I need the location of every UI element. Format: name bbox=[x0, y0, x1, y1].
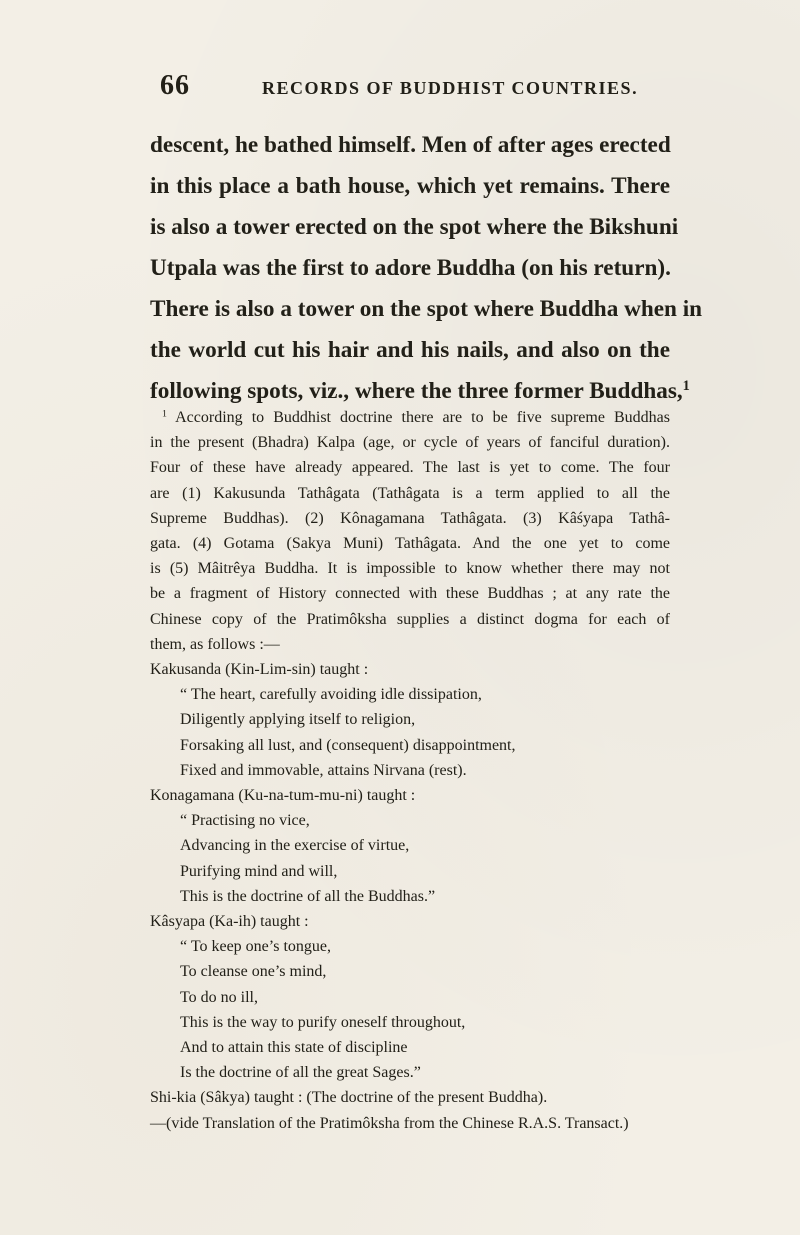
body-line: Utpala was the first to adore Buddha (on his return). bbox=[150, 255, 671, 281]
footnote-line: gata. (4) Gotama (Sakya Muni) Tathâgata. And the one yet to come bbox=[150, 535, 670, 553]
footnote-line-text: According to Buddhist doctrine there are to be five supreme Buddhas bbox=[175, 409, 670, 426]
body-line: in this place a bath house, which yet remains. There bbox=[150, 173, 670, 199]
footnote-line: Chinese copy of the Pratimôksha supplies a distinct dogma for each of bbox=[150, 610, 670, 628]
page-number: 66 bbox=[160, 70, 190, 101]
verse-line: This is the doctrine of all the Buddhas.” bbox=[180, 887, 436, 905]
verse-line: Fixed and immovable, attains Nirvana (rest). bbox=[180, 761, 467, 779]
verse-line: “ To keep one’s tongue, bbox=[180, 938, 331, 956]
verse-line: And to attain this state of discipline bbox=[180, 1039, 408, 1057]
footnote-line: Four of these have already appeared. The last is yet to come. The four bbox=[150, 459, 670, 477]
verse-line: Advancing in the exercise of virtue, bbox=[180, 837, 410, 855]
verse-line: Is the doctrine of all the great Sages.” bbox=[180, 1064, 421, 1082]
footnote-reference: 1 bbox=[682, 378, 690, 395]
verse-line: To do no ill, bbox=[180, 988, 258, 1006]
page-header bbox=[160, 70, 680, 110]
verse-line: “ The heart, carefully avoiding idle dissipation, bbox=[180, 686, 482, 704]
footnote-line: Kâsyapa (Ka-ih) taught : bbox=[150, 913, 309, 931]
footnote-line: is (5) Mâitrêya Buddha. It is impossible to know whether there may not bbox=[150, 560, 670, 578]
footnote-line: Kakusanda (Kin-Lim-sin) taught : bbox=[150, 661, 369, 679]
verse-line: Purifying mind and will, bbox=[180, 862, 338, 880]
body-line: is also a tower erected on the spot where the Bikshuni bbox=[150, 214, 679, 240]
body-line-text: following spots, viz., where the three former Buddhas, bbox=[150, 378, 683, 404]
body-line: descent, he bathed himself. Men of after ages erected bbox=[150, 132, 671, 158]
body-line: the world cut his hair and his nails, and also on the bbox=[150, 337, 670, 363]
footnote-line: be a fragment of History connected with these Buddhas ; at any rate the bbox=[150, 585, 670, 603]
verse-line: This is the way to purify oneself throughout, bbox=[180, 1013, 466, 1031]
footnote-marker: 1 bbox=[162, 408, 167, 420]
verse-line: Diligently applying itself to religion, bbox=[180, 711, 416, 729]
verse-line: “ Practising no vice, bbox=[180, 812, 310, 830]
footnote-line: Konagamana (Ku-na-tum-mu-ni) taught : bbox=[150, 787, 416, 805]
footnote-line: Supreme Buddhas). (2) Kônagamana Tathâgata. (3) Kâśyapa Tathâ- bbox=[150, 509, 670, 527]
footnote-line bbox=[150, 405, 670, 430]
footnote-line: Shi-kia (Sâkya) taught : (The doctrine of the present Buddha). bbox=[150, 1089, 548, 1107]
main-paragraph bbox=[150, 125, 703, 412]
running-head: RECORDS OF BUDDHIST COUNTRIES. bbox=[262, 78, 639, 98]
verse-line: Forsaking all lust, and (consequent) disappointment, bbox=[180, 736, 516, 754]
footnote-line: —(vide Translation of the Pratimôksha from the Chinese R.A.S. Transact.) bbox=[150, 1114, 629, 1132]
footnote bbox=[150, 405, 670, 1136]
footnote-line: them, as follows :— bbox=[150, 635, 280, 653]
footnote-line: in the present (Bhadra) Kalpa (age, or cycle of years of fanciful duration). bbox=[150, 434, 670, 452]
body-line: There is also a tower on the spot where Buddha when in bbox=[150, 296, 703, 322]
verse-line: To cleanse one’s mind, bbox=[180, 963, 327, 981]
footnote-line: are (1) Kakusunda Tathâgata (Tathâgata is a term applied to all the bbox=[150, 484, 670, 502]
